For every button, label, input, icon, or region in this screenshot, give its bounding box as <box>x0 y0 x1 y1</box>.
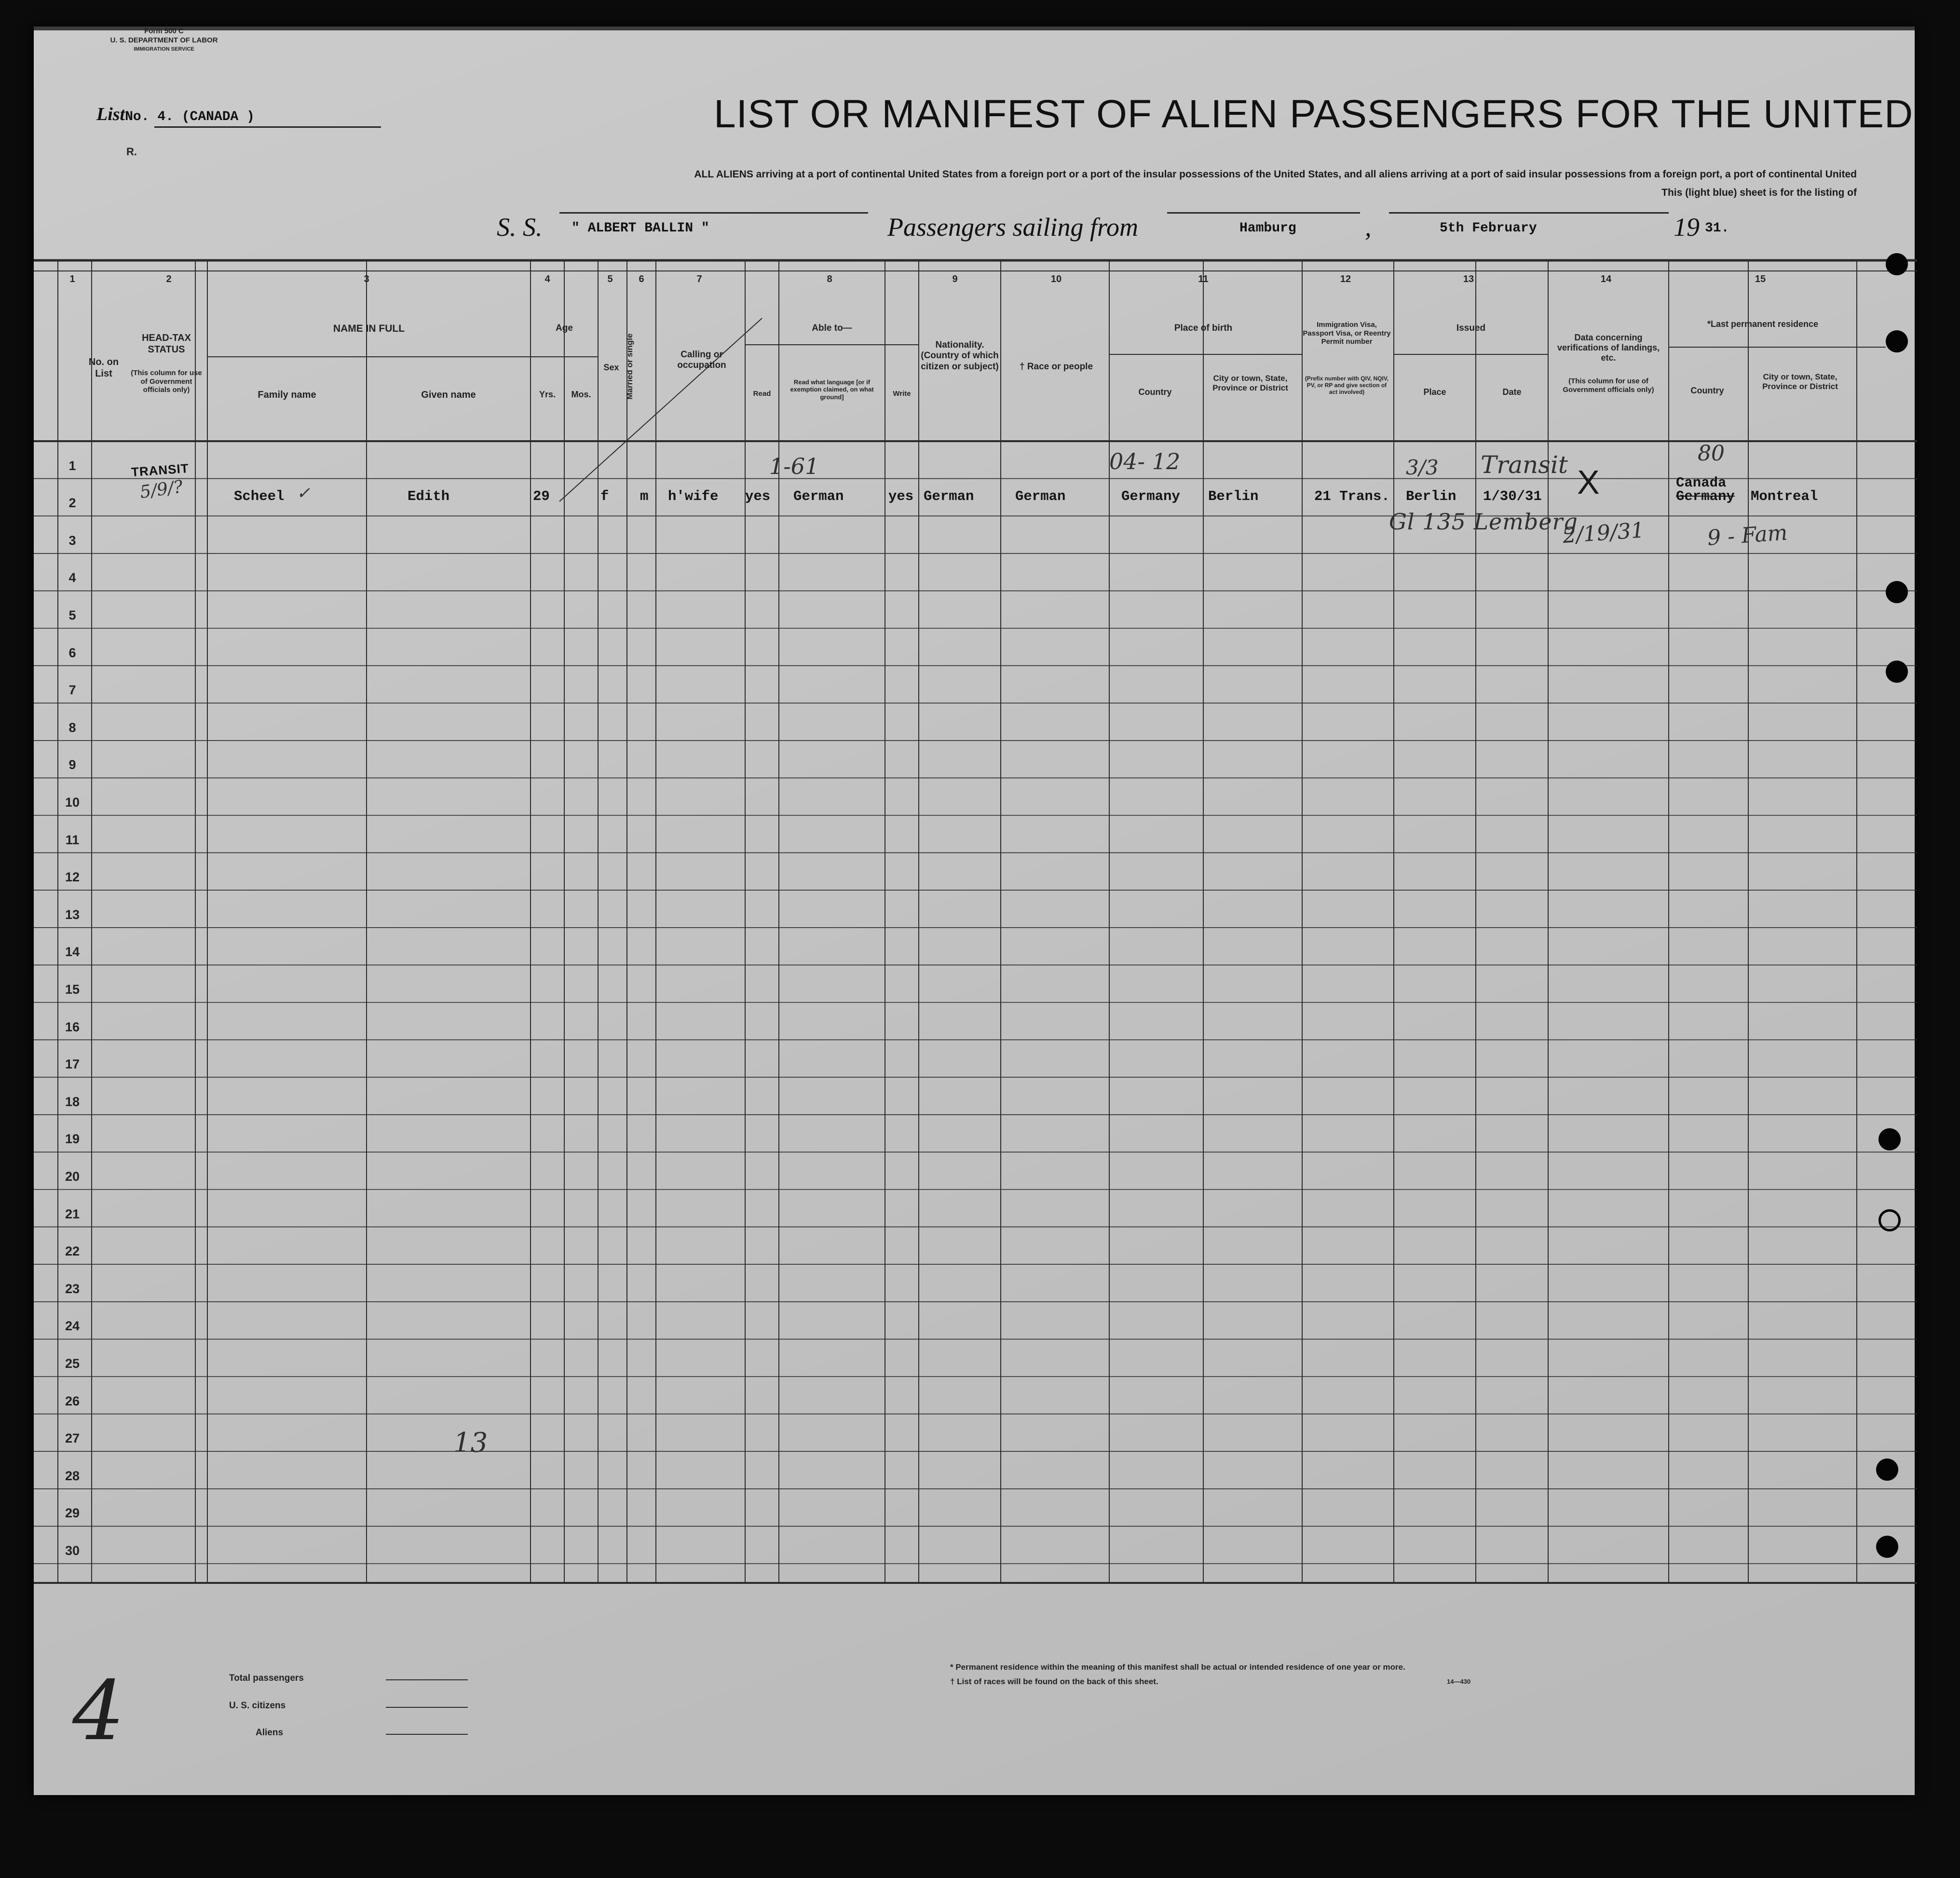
hdr-no-on-list: No. on List <box>88 357 119 379</box>
cell-sex: f <box>600 488 609 504</box>
col-num-14: 14 <box>1600 274 1612 284</box>
row2-res-annotation: 9 - Fam <box>1706 520 1788 551</box>
ship-underline <box>559 212 868 214</box>
row2-date-annotation: 2/19/31 <box>1562 518 1646 548</box>
row-number: 4 <box>68 570 76 585</box>
us-citizens-label: U. S. citizens <box>229 1701 286 1711</box>
hdr-issued: Issued <box>1456 323 1486 333</box>
row-number: 22 <box>65 1244 80 1259</box>
hdr-verifications: Data concerning verifications of landings, etc. <box>1557 333 1660 363</box>
row2-place-annotation: Gl 135 Lemberg <box>1389 509 1578 535</box>
head-tax-handwriting: 5/9/? <box>138 476 184 503</box>
row-number: 2 <box>68 496 76 511</box>
lang-code-annotation: 1-61 <box>769 453 819 479</box>
cell-visa: 21 Trans. <box>1314 488 1390 504</box>
col-num-13: 13 <box>1463 274 1474 284</box>
total-passengers-label: Total passengers <box>229 1673 304 1683</box>
hdr-res-country: Country <box>1690 386 1724 395</box>
transit-stamp: TRANSIT <box>131 460 190 480</box>
col-num-3: 3 <box>364 274 369 284</box>
col-num-9: 9 <box>952 274 958 284</box>
hdr-verifications-note: (This column for use of Government officials only) <box>1563 377 1654 394</box>
row-number: 17 <box>65 1057 80 1072</box>
hdr-read-language: Read what language [or if exemption claimed, on what ground] <box>790 378 874 401</box>
cell-race: German <box>1015 488 1066 504</box>
list-underline <box>154 126 381 128</box>
hdr-sex: Sex <box>603 363 619 372</box>
hdr-issued-place: Place <box>1423 387 1446 397</box>
year-prefix: 19 <box>1674 213 1700 242</box>
cell-res-city: Montreal <box>1751 488 1818 504</box>
row-number: 23 <box>65 1281 80 1296</box>
hdr-calling: Calling or occupation <box>677 350 726 371</box>
col-num-2: 2 <box>166 274 172 284</box>
hdr-read: Read <box>753 390 771 398</box>
row-number: 3 <box>68 533 76 548</box>
col-num-1: 1 <box>69 274 75 284</box>
punch-hole <box>1878 1209 1901 1231</box>
form-number-block <box>96 27 231 54</box>
year-suffix: 31. <box>1705 221 1729 236</box>
date-underline <box>1389 212 1669 214</box>
cell-age-yrs: 29 <box>533 488 550 504</box>
hdr-yrs: Yrs. <box>539 390 556 399</box>
x-mark-annotation: X <box>1577 463 1600 501</box>
cell-res-country-struck: Germany <box>1676 488 1735 504</box>
col-num-4: 4 <box>544 274 550 284</box>
row-number: 11 <box>65 832 80 847</box>
form-number: Form 500 C <box>144 27 184 35</box>
row-number: 5 <box>68 608 76 622</box>
row-number: 30 <box>65 1543 80 1558</box>
row-number: 13 <box>65 907 80 922</box>
hdr-last-residence: *Last permanent residence <box>1707 319 1819 329</box>
row-number: 26 <box>65 1393 80 1408</box>
row-number: 6 <box>68 645 76 660</box>
row-number: 29 <box>65 1506 80 1521</box>
row-number: 14 <box>65 945 80 959</box>
footnote-permanent-residence: * Permanent residence within the meaning of this manifest shall be actual or intended residence of one year or more. <box>950 1662 1405 1672</box>
row-number: 8 <box>68 720 76 735</box>
r-label: R. <box>126 146 137 158</box>
col-num-7: 7 <box>696 274 702 284</box>
list-value: No. 4. (CANADA ) <box>125 109 255 124</box>
voyage-line <box>497 212 1871 251</box>
hdr-name-in-full: NAME IN FULL <box>333 323 405 334</box>
col-num-11: 11 <box>1198 274 1209 284</box>
row-number: 16 <box>65 1019 80 1034</box>
row-number: 24 <box>65 1319 80 1334</box>
cell-married: m <box>640 488 649 504</box>
cell-family-name: Scheel <box>234 488 285 504</box>
hdr-age: Age <box>556 323 573 333</box>
hdr-family-name: Family name <box>258 390 316 400</box>
punch-hole <box>1886 581 1908 603</box>
row-number: 7 <box>68 683 76 698</box>
corner-mark-annotation: 4 <box>72 1663 125 1759</box>
row-number: 1 <box>68 458 76 473</box>
row-number: 27 <box>65 1431 80 1446</box>
row-number: 12 <box>65 870 80 885</box>
cell-birth-country: Germany <box>1121 488 1180 504</box>
col-num-6: 6 <box>639 274 644 284</box>
cell-write: yes <box>888 488 914 504</box>
sailing-label: Passengers sailing from <box>887 213 1139 242</box>
hdr-visa-note: (Prefix number with QIV, NQIV, PV, or RP and give section of act involved) <box>1305 375 1389 396</box>
list-label: List <box>96 104 125 124</box>
hdr-given-name: Given name <box>421 390 476 400</box>
col-num-12: 12 <box>1340 274 1351 284</box>
footnote-races: † List of races will be found on the back of this sheet. <box>950 1677 1158 1686</box>
punch-hole <box>1876 1459 1898 1481</box>
punch-hole <box>1878 1128 1901 1150</box>
row-number: 19 <box>65 1132 80 1147</box>
hdr-nationality: Nationality. (Country of which citizen or subject) <box>921 340 999 372</box>
residence-code-annotation: 80 <box>1698 441 1725 466</box>
hdr-res-city: City or town, State, Province or District <box>1762 372 1838 392</box>
manifest-subtitle-1: ALL ALIENS arriving at a port of continental United States from a foreign port or a port of the insular possessions of the United States, and all aliens arriving at a port of said insular possessions from a foreign port, a port of continental United <box>694 169 1857 180</box>
punch-hole <box>1876 1536 1898 1558</box>
cell-issued-date: 1/30/31 <box>1483 488 1542 504</box>
row-number: 20 <box>65 1169 80 1184</box>
col-num-8: 8 <box>827 274 832 284</box>
check-mark-icon: ✓ <box>297 484 311 503</box>
cell-nationality: German <box>924 488 974 504</box>
cell-read: yes <box>745 488 771 504</box>
hdr-write: Write <box>893 390 911 398</box>
row-number: 9 <box>68 757 76 772</box>
hdr-married: Married or single <box>625 333 634 400</box>
port-underline <box>1167 212 1360 214</box>
cell-birth-city: Berlin <box>1208 488 1259 504</box>
hdr-race: † Race or people <box>1019 362 1093 372</box>
hdr-birth-city: City or town, State, Province or District <box>1212 374 1288 393</box>
hdr-birth-country: Country <box>1138 387 1172 397</box>
transit-annotation: Transit <box>1481 451 1568 479</box>
department-name: U. S. DEPARTMENT OF LABOR <box>110 36 218 44</box>
row-number: 21 <box>65 1206 80 1221</box>
hdr-place-of-birth: Place of birth <box>1174 323 1233 333</box>
ss-label: S. S. <box>497 213 543 242</box>
hdr-head-tax-note: (This column for use of Government officials only) <box>131 369 202 394</box>
row-number: 10 <box>65 795 80 810</box>
col-num-5: 5 <box>607 274 613 284</box>
cell-res-country: Canada <box>1676 475 1727 491</box>
sheet-number-annotation: 13 <box>453 1427 488 1459</box>
row-number: 15 <box>65 982 80 997</box>
aliens-label: Aliens <box>256 1728 284 1738</box>
hdr-mos: Mos. <box>571 390 591 399</box>
place-code-annotation: 3/3 <box>1406 456 1439 479</box>
hdr-able-to: Able to— <box>812 323 852 333</box>
comma-1: , <box>1365 213 1372 242</box>
pen-stroke <box>559 318 762 501</box>
hdr-issued-date: Date <box>1502 387 1522 397</box>
punch-hole <box>1886 661 1908 683</box>
row-number: 25 <box>65 1356 80 1371</box>
hdr-head-tax: HEAD-TAX STATUS <box>142 333 191 355</box>
punch-hole <box>1886 253 1908 275</box>
departure-date: 5th February <box>1440 221 1537 236</box>
col-num-15: 15 <box>1755 274 1766 284</box>
row-number: 28 <box>65 1468 80 1483</box>
manifest-title: LIST OR MANIFEST OF ALIEN PASSENGERS FOR THE UNITED <box>714 92 1914 136</box>
row-number: 18 <box>65 1094 80 1109</box>
cell-language: German <box>793 488 844 504</box>
service-name: IMMIGRATION SERVICE <box>134 46 194 52</box>
manifest-subtitle-2: This (light blue) sheet is for the listing of <box>1661 187 1857 198</box>
footer-form-code: 14—430 <box>1447 1678 1471 1685</box>
cell-given-name: Edith <box>408 488 450 504</box>
birth-code-annotation: 04- 12 <box>1109 448 1181 474</box>
cell-issued-place: Berlin <box>1406 488 1456 504</box>
departure-port: Hamburg <box>1239 221 1296 236</box>
cell-calling: h'wife <box>668 488 719 504</box>
hdr-visa: Immigration Visa, Passport Visa, or Reentry Permit number <box>1303 321 1391 346</box>
col-num-10: 10 <box>1050 274 1062 284</box>
list-number <box>96 104 255 125</box>
ship-name: " ALBERT BALLIN " <box>572 221 709 236</box>
punch-hole <box>1886 330 1908 352</box>
